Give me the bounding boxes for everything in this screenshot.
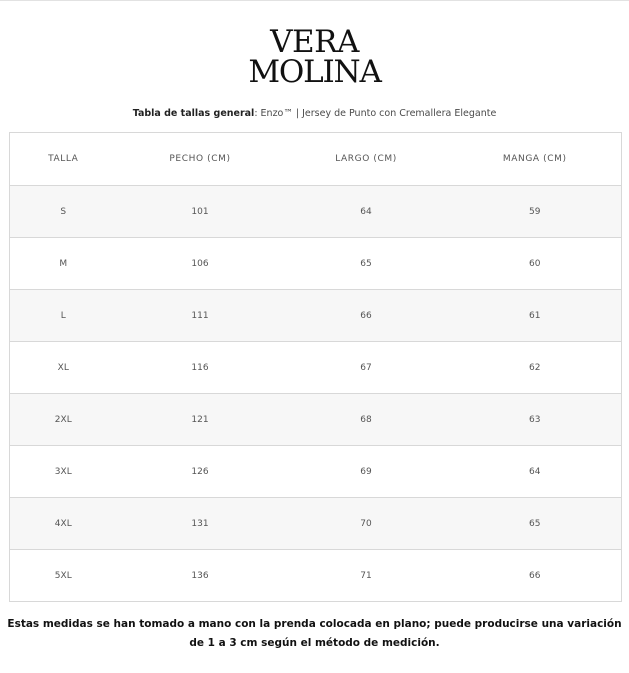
cell-size: 5XL: [10, 550, 117, 602]
cell-size: S: [10, 186, 117, 238]
brand-logo-line-2: MOLINA: [248, 54, 381, 90]
brand-logo: [0, 24, 629, 90]
table-header-row: [10, 133, 622, 186]
table-row: [10, 342, 622, 394]
table-row: [10, 446, 622, 498]
table-row: [10, 290, 622, 342]
cell-sleeve: 60: [449, 238, 622, 290]
size-chart-subtitle: [0, 107, 629, 121]
cell-chest: 121: [117, 394, 284, 446]
cell-length: 64: [284, 186, 449, 238]
cell-sleeve: 62: [449, 342, 622, 394]
cell-length: 70: [284, 498, 449, 550]
size-table: [9, 132, 622, 602]
cell-size: 4XL: [10, 498, 117, 550]
cell-chest: 126: [117, 446, 284, 498]
cell-sleeve: 63: [449, 394, 622, 446]
table-row: [10, 394, 622, 446]
cell-length: 69: [284, 446, 449, 498]
table-row: [10, 498, 622, 550]
measurement-note: Estas medidas se han tomado a mano con la prenda colocada en plano; puede producirse una variación de 1 a 3 cm según el método de medición.: [7, 618, 622, 649]
cell-sleeve: 65: [449, 498, 622, 550]
cell-chest: 101: [117, 186, 284, 238]
cell-sleeve: 64: [449, 446, 622, 498]
cell-length: 68: [284, 394, 449, 446]
subtitle-separator: :: [254, 108, 258, 119]
cell-size: M: [10, 238, 117, 290]
cell-sleeve: 61: [449, 290, 622, 342]
cell-sleeve: 66: [449, 550, 622, 602]
cell-chest: 136: [117, 550, 284, 602]
cell-chest: 116: [117, 342, 284, 394]
cell-length: 65: [284, 238, 449, 290]
subtitle-label: Tabla de tallas general: [132, 108, 255, 119]
cell-chest: 106: [117, 238, 284, 290]
table-row: [10, 550, 622, 602]
header-sleeve: MANGA (CM): [449, 133, 622, 186]
cell-chest: 111: [117, 290, 284, 342]
top-divider: [0, 0, 629, 1]
cell-chest: 131: [117, 498, 284, 550]
cell-size: 3XL: [10, 446, 117, 498]
cell-size: L: [10, 290, 117, 342]
cell-sleeve: 59: [449, 186, 622, 238]
header-length: LARGO (CM): [284, 133, 449, 186]
header-chest: PECHO (CM): [117, 133, 284, 186]
cell-size: 2XL: [10, 394, 117, 446]
table-row: [10, 186, 622, 238]
brand-logo-line-1: VERA: [270, 24, 359, 60]
cell-length: 67: [284, 342, 449, 394]
cell-length: 71: [284, 550, 449, 602]
table-row: [10, 238, 622, 290]
header-size: TALLA: [10, 133, 117, 186]
cell-size: XL: [10, 342, 117, 394]
cell-length: 66: [284, 290, 449, 342]
subtitle-product: Enzo™ | Jersey de Punto con Cremallera Elegante: [257, 108, 497, 119]
